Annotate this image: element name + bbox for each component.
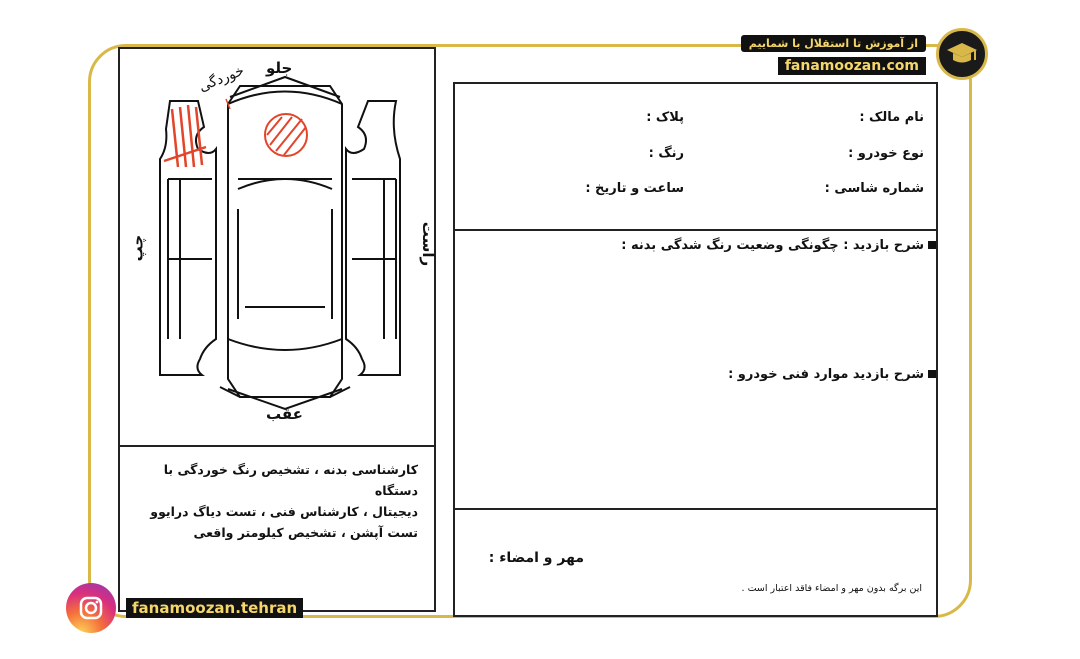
form-divider-1 (455, 229, 936, 231)
brand-logo (714, 28, 984, 84)
car-diagram-panel (118, 47, 436, 612)
instagram-handle[interactable]: fanamoozan.tehran (126, 598, 303, 618)
left-label: چپ (128, 234, 147, 262)
owner-name-field[interactable]: نام مالک : (859, 110, 924, 125)
car-right-side (346, 101, 400, 375)
validity-note: این برگه بدون مهر و امضاء فاقد اعتبار است . (741, 583, 922, 594)
bullet-icon (928, 370, 936, 378)
vehicle-type-field[interactable]: نوع خودرو : (848, 146, 924, 161)
instagram-icon[interactable] (66, 583, 116, 633)
brand-tagline: از آموزش تا استقلال با شماییم (741, 35, 926, 52)
rear-label: عقب (266, 405, 303, 423)
body-report-heading: شرح بازدید : چگونگی وضعیت رنگ شدگی بدنه : (621, 238, 936, 253)
services-line-1: کارشناسی بدنه ، تشخیص رنگ خوردگی با دستگاه (163, 462, 418, 498)
damage-hatch-fender (164, 105, 206, 167)
right-label: راست (419, 221, 438, 267)
car-body-diagram (120, 49, 434, 445)
chassis-number-field[interactable]: شماره شاسی : (824, 181, 924, 196)
graduation-cap-icon (936, 28, 988, 80)
datetime-field[interactable]: ساعت و تاریخ : (585, 181, 684, 196)
front-label: جلو (266, 59, 293, 77)
bullet-icon (928, 241, 936, 249)
services-description (134, 459, 418, 543)
technical-report-heading: شرح بازدید موارد فنی خودرو : (728, 367, 936, 382)
plate-field[interactable]: پلاک : (646, 110, 684, 125)
services-line-3: تست آپشن ، تشخیص کیلومتر واقعی (193, 525, 418, 540)
damage-annotation: خوردگی (196, 62, 247, 96)
panel-divider (120, 445, 434, 447)
signature-field[interactable]: مهر و امضاء : (488, 550, 584, 566)
color-field[interactable]: رنگ : (648, 146, 684, 161)
inspection-form (453, 82, 938, 617)
form-divider-2 (455, 508, 936, 510)
services-line-2: دیجیتال ، کارشناس فنی ، تست دیاگ درایوو (150, 504, 418, 519)
brand-site: fanamoozan.com (778, 57, 926, 75)
